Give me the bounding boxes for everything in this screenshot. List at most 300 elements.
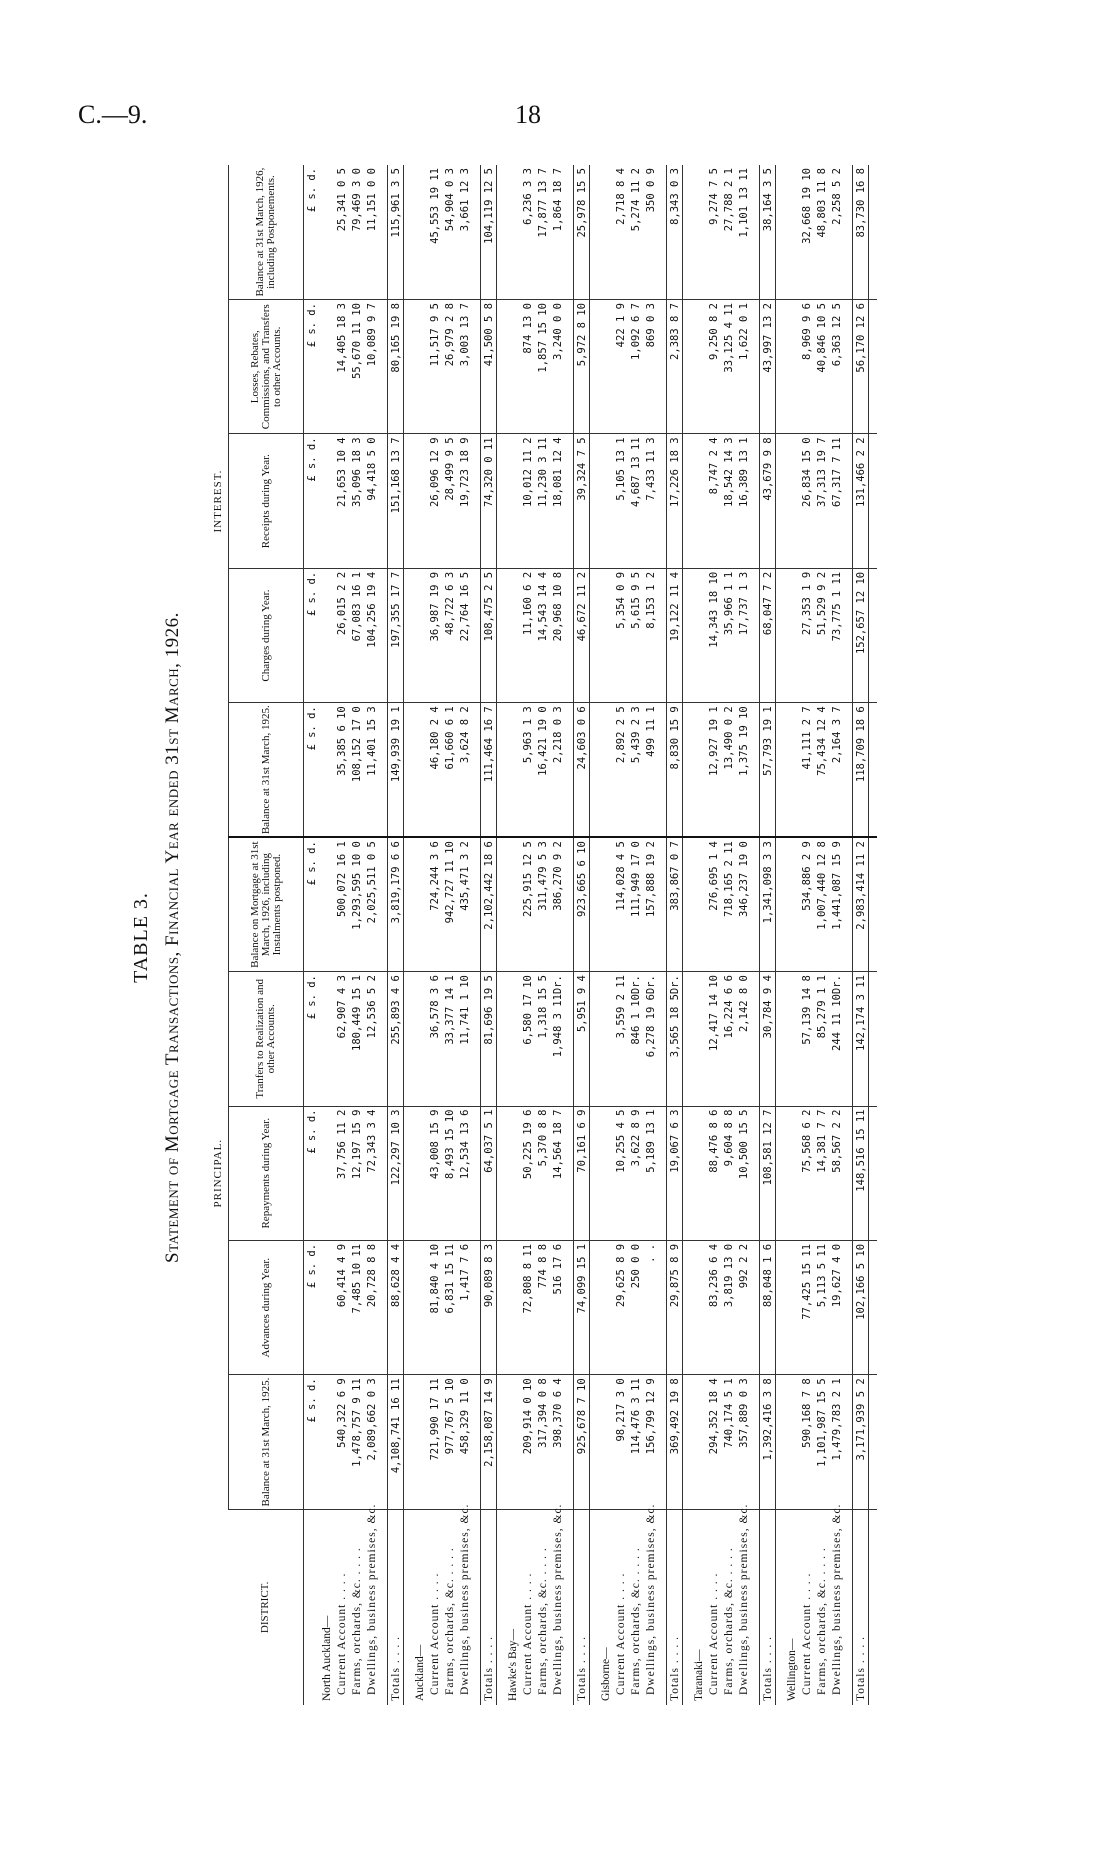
row-label: Dwellings, business premises, &c. — [830, 1503, 843, 1695]
value-cell: 869 0 3 — [643, 300, 658, 434]
empty-cell — [844, 434, 853, 568]
row-label: Farms, orchards, &c. . . . . — [815, 1547, 828, 1695]
value-cell: 28,499 9 5 — [442, 434, 457, 568]
empty-cell — [776, 972, 785, 1106]
empty-cell — [412, 434, 427, 568]
empty-cell — [319, 703, 334, 837]
table-row — [520, 165, 535, 1705]
value-cell: 7,433 11 3 — [643, 434, 658, 568]
district-name: Gisborne— — [599, 1647, 612, 1701]
value-cell: 114,028 4 5 — [613, 837, 628, 971]
empty-cell — [751, 568, 760, 702]
empty-cell — [412, 703, 427, 837]
empty-cell — [691, 568, 706, 702]
column-header: Advances during Year. — [229, 1240, 304, 1374]
table-row — [550, 165, 565, 1705]
value-cell: 45,553 19 11 — [427, 165, 442, 300]
total-cell: 74,320 0 11 — [481, 434, 497, 568]
empty-cell — [658, 1240, 667, 1374]
total-cell: 29,875 8 9 — [667, 1240, 683, 1374]
column-header: Charges during Year. — [229, 568, 304, 702]
district-name: North Auckland— — [320, 1615, 333, 1701]
value-cell: 12,417 14 10 — [706, 972, 721, 1106]
empty-cell — [598, 837, 613, 971]
empty-cell — [590, 837, 599, 971]
total-cell: 3,819,179 6 6 — [388, 837, 404, 971]
value-cell: 8,969 9 6 — [799, 300, 814, 434]
empty-cell — [565, 703, 574, 837]
value-cell: 8,747 2 4 — [706, 434, 721, 568]
empty-cell — [379, 434, 388, 568]
empty-cell — [497, 703, 506, 837]
value-cell: 26,979 2 8 — [442, 300, 457, 434]
total-cell: 2,102,442 18 6 — [481, 837, 497, 971]
value-cell: 12,927 19 1 — [706, 703, 721, 837]
value-cell: 11,151 0 0 — [364, 165, 379, 300]
value-cell: 5,354 0 9 — [613, 568, 628, 702]
empty-cell — [379, 568, 388, 702]
value-cell: 37,313 19 7 — [814, 434, 829, 568]
row-label: Dwellings, business premises, &c. — [458, 1503, 471, 1695]
spacer-row — [683, 165, 692, 1705]
empty-cell — [404, 1240, 413, 1374]
value-cell: 22,764 16 5 — [457, 568, 472, 702]
spacer-row — [776, 165, 785, 1705]
empty-cell — [472, 972, 481, 1106]
empty-cell — [751, 1509, 760, 1705]
value-cell: 43,008 15 9 — [427, 1106, 442, 1240]
value-cell: 11,230 3 11 — [535, 434, 550, 568]
empty-cell — [844, 972, 853, 1106]
value-cell: 9,250 8 2 — [706, 300, 721, 434]
empty-cell — [691, 1240, 706, 1374]
row-label: Current Account . . . . — [614, 1572, 627, 1695]
totals-row — [388, 165, 404, 1705]
value-cell: 311,479 5 3 — [535, 837, 550, 971]
total-cell: 41,500 5 8 — [481, 300, 497, 434]
empty-cell — [590, 1106, 599, 1240]
empty-cell — [497, 300, 506, 434]
empty-cell — [658, 1509, 667, 1705]
district-name-row — [319, 165, 334, 1705]
empty-cell — [497, 1106, 506, 1240]
total-cell: 4,108,741 16 11 — [388, 1375, 404, 1509]
total-cell: 152,657 12 10 — [853, 568, 869, 702]
value-cell: 75,434 12 4 — [814, 703, 829, 837]
total-cell: 39,324 7 5 — [574, 434, 590, 568]
total-cell: 118,709 18 6 — [853, 703, 869, 837]
empty-cell — [776, 837, 785, 971]
value-cell: 14,543 14 4 — [535, 568, 550, 702]
empty-cell — [683, 568, 692, 702]
empty-cell — [784, 434, 799, 568]
spacer-row — [590, 165, 599, 1705]
value-cell: 36,578 3 6 — [427, 972, 442, 1106]
value-cell: 50,225 19 6 — [520, 1106, 535, 1240]
table-row — [613, 165, 628, 1705]
value-cell: 51,529 9 2 — [814, 568, 829, 702]
empty-cell — [691, 972, 706, 1106]
empty-cell — [784, 703, 799, 837]
total-cell: 3,565 18 5Dr. — [667, 972, 683, 1106]
table-row — [442, 165, 457, 1705]
district-name-row — [505, 165, 520, 1705]
value-cell: 58,567 2 2 — [829, 1106, 844, 1240]
value-cell: 37,756 11 2 — [334, 1106, 349, 1240]
empty-cell — [784, 1240, 799, 1374]
empty-cell — [598, 703, 613, 837]
empty-cell — [379, 1106, 388, 1240]
totals-row — [667, 165, 683, 1705]
row-label: Dwellings, business premises, &c. — [737, 1503, 750, 1695]
value-cell: 1,375 19 10 — [736, 703, 751, 837]
empty-cell — [404, 1375, 413, 1509]
value-cell: 33,377 14 1 — [442, 972, 457, 1106]
value-cell: 1,101 13 11 — [736, 165, 751, 300]
empty-cell — [776, 703, 785, 837]
empty-cell — [751, 434, 760, 568]
empty-cell — [658, 300, 667, 434]
total-cell: 19,122 11 4 — [667, 568, 683, 702]
total-cell: 108,475 2 5 — [481, 568, 497, 702]
empty-cell — [505, 972, 520, 1106]
value-cell: 721,990 17 11 — [427, 1375, 442, 1509]
empty-cell — [497, 972, 506, 1106]
value-cell: 500,072 16 1 — [334, 837, 349, 971]
unit-cell: £ s. d. — [304, 568, 320, 702]
value-cell: 244 11 10Dr. — [829, 972, 844, 1106]
empty-cell — [497, 568, 506, 702]
empty-cell — [497, 837, 506, 971]
empty-cell — [404, 1509, 413, 1705]
value-cell: 1,293,595 10 0 — [349, 837, 364, 971]
empty-cell — [751, 1375, 760, 1509]
value-cell: 8,153 1 2 — [643, 568, 658, 702]
value-cell: 977,767 5 10 — [442, 1375, 457, 1509]
empty-cell — [319, 300, 334, 434]
value-cell: 3,622 8 9 — [628, 1106, 643, 1240]
row-label: Farms, orchards, &c. . . . . — [536, 1547, 549, 1695]
total-cell: 142,174 3 11 — [853, 972, 869, 1106]
empty-cell — [683, 1240, 692, 1374]
empty-cell — [598, 1375, 613, 1509]
empty-cell — [844, 1509, 853, 1705]
empty-cell — [565, 165, 574, 300]
empty-cell — [505, 1375, 520, 1509]
table-row — [364, 165, 379, 1705]
value-cell: 104,256 19 4 — [364, 568, 379, 702]
empty-cell — [751, 165, 760, 300]
table-row — [829, 165, 844, 1705]
empty-cell — [844, 703, 853, 837]
empty-cell — [412, 568, 427, 702]
empty-cell — [784, 1106, 799, 1240]
empty-cell — [565, 1375, 574, 1509]
totals-label: Totals . . . . — [667, 1509, 683, 1705]
value-cell: 516 17 6 — [550, 1240, 565, 1374]
value-cell: 35,966 1 1 — [721, 568, 736, 702]
value-cell: 57,139 14 8 — [799, 972, 814, 1106]
value-cell: 1,417 7 6 — [457, 1240, 472, 1374]
value-cell: 9,274 7 5 — [706, 165, 721, 300]
value-cell: 11,741 1 10 — [457, 972, 472, 1106]
empty-cell — [683, 1106, 692, 1240]
value-cell: 5,370 8 8 — [535, 1106, 550, 1240]
empty-cell — [751, 837, 760, 971]
empty-cell — [691, 165, 706, 300]
unit-cell: £ s. d. — [304, 1240, 320, 1374]
value-cell: 10,089 9 7 — [364, 300, 379, 434]
value-cell: 67,317 7 11 — [829, 434, 844, 568]
total-cell: 43,997 13 2 — [760, 300, 776, 434]
totals-label: Totals . . . . — [388, 1509, 404, 1705]
value-cell: 48,803 11 8 — [814, 165, 829, 300]
empty-cell — [505, 568, 520, 702]
table-number: TABLE 3. — [130, 892, 152, 983]
value-cell: 12,197 15 9 — [349, 1106, 364, 1240]
value-cell: 12,536 5 2 — [364, 972, 379, 1106]
value-cell: 18,081 12 4 — [550, 434, 565, 568]
value-cell: 35,385 6 10 — [334, 703, 349, 837]
empty-cell — [505, 837, 520, 971]
empty-cell — [590, 434, 599, 568]
empty-cell — [751, 703, 760, 837]
value-cell: 41,111 2 7 — [799, 703, 814, 837]
empty-cell — [691, 837, 706, 971]
empty-cell — [404, 1106, 413, 1240]
total-cell: 111,464 16 7 — [481, 703, 497, 837]
column-header: Balance on Mortgage at 31st March, 1926, including Instalments postponed. — [229, 837, 304, 971]
rotated-table-area — [110, 145, 1010, 1730]
empty-cell — [784, 837, 799, 971]
total-cell: 131,466 2 2 — [853, 434, 869, 568]
value-cell: 21,653 10 4 — [334, 434, 349, 568]
empty-cell — [565, 1106, 574, 1240]
empty-cell — [776, 568, 785, 702]
empty-cell — [590, 972, 599, 1106]
row-label: Current Account . . . . — [707, 1572, 720, 1695]
empty-cell — [869, 972, 878, 1106]
empty-cell — [751, 1240, 760, 1374]
empty-cell — [505, 1106, 520, 1240]
empty-cell — [658, 837, 667, 971]
value-cell: 48,722 6 3 — [442, 568, 457, 702]
value-cell: 46,180 2 4 — [427, 703, 442, 837]
value-cell: 27,788 2 1 — [721, 165, 736, 300]
empty-cell — [784, 568, 799, 702]
value-cell: 5,963 1 3 — [520, 703, 535, 837]
value-cell: 724,244 3 6 — [427, 837, 442, 971]
row-label: Farms, orchards, &c. . . . . — [350, 1547, 363, 1695]
total-cell: 46,672 11 2 — [574, 568, 590, 702]
total-cell: 19,067 6 3 — [667, 1106, 683, 1240]
value-cell: 5,105 13 1 — [613, 434, 628, 568]
empty-cell — [472, 300, 481, 434]
empty-cell — [319, 972, 334, 1106]
value-cell: 2,218 0 3 — [550, 703, 565, 837]
spacer-row — [379, 165, 388, 1705]
spacer — [304, 1509, 320, 1705]
value-cell: 20,968 10 8 — [550, 568, 565, 702]
row-label: Farms, orchards, &c. . . . . — [722, 1547, 735, 1695]
total-cell: 83,730 16 8 — [853, 165, 869, 300]
value-cell: 422 1 9 — [613, 300, 628, 434]
total-cell: 149,939 19 1 — [388, 703, 404, 837]
value-cell: 13,490 0 2 — [721, 703, 736, 837]
column-header: Balance at 31st March, 1925. — [229, 703, 304, 837]
value-cell: 94,418 5 0 — [364, 434, 379, 568]
totals-label: Totals . . . . — [760, 1509, 776, 1705]
value-cell: 88,476 8 6 — [706, 1106, 721, 1240]
empty-cell — [658, 703, 667, 837]
value-cell: 83,236 6 4 — [706, 1240, 721, 1374]
value-cell: 17,737 1 3 — [736, 568, 751, 702]
total-cell: 17,226 18 3 — [667, 434, 683, 568]
spacer-row — [472, 165, 481, 1705]
value-cell: 1,948 3 11Dr. — [550, 972, 565, 1106]
value-cell: 72,808 8 11 — [520, 1240, 535, 1374]
empty-cell — [751, 1106, 760, 1240]
empty-cell — [869, 1375, 878, 1509]
table-row — [814, 165, 829, 1705]
value-cell: 72,343 3 4 — [364, 1106, 379, 1240]
empty-cell — [590, 1240, 599, 1374]
total-cell: 24,603 0 6 — [574, 703, 590, 837]
empty-cell — [472, 165, 481, 300]
district-name: Wellington— — [785, 1638, 798, 1701]
total-cell: 255,893 4 6 — [388, 972, 404, 1106]
unit-cell: £ s. d. — [304, 972, 320, 1106]
empty-cell — [683, 300, 692, 434]
column-header: Balance at 31st March, 1925. — [229, 1375, 304, 1509]
empty-cell — [844, 1240, 853, 1374]
value-cell: 10,255 4 5 — [613, 1106, 628, 1240]
empty-cell — [497, 1509, 506, 1705]
empty-cell — [751, 300, 760, 434]
value-cell: 1,622 0 1 — [736, 300, 751, 434]
value-cell: 1,101,987 15 5 — [814, 1375, 829, 1509]
column-header: Tranfers to Realization and other Accounts. — [229, 972, 304, 1106]
total-cell: 5,972 8 10 — [574, 300, 590, 434]
empty-cell — [319, 568, 334, 702]
value-cell: 10,500 15 5 — [736, 1106, 751, 1240]
district-name-row — [784, 165, 799, 1705]
total-cell: 197,355 17 7 — [388, 568, 404, 702]
empty-cell — [776, 300, 785, 434]
total-cell: 1,341,098 3 3 — [760, 837, 776, 971]
empty-cell — [379, 1375, 388, 1509]
value-cell: 20,728 8 8 — [364, 1240, 379, 1374]
table-row — [628, 165, 643, 1705]
empty-cell — [598, 1240, 613, 1374]
row-label: Current Account . . . . — [428, 1572, 441, 1695]
empty-cell — [565, 837, 574, 971]
empty-cell — [319, 837, 334, 971]
value-cell: 25,341 0 5 — [334, 165, 349, 300]
empty-cell — [784, 300, 799, 434]
spacer-row — [565, 165, 574, 1705]
empty-cell — [404, 568, 413, 702]
column-header: Balance at 31st March, 1926, including Postponements. — [229, 165, 304, 300]
column-header: Losses, Rebates, Commissions, and Transfers to other Accounts. — [229, 300, 304, 434]
table-row — [706, 165, 721, 1705]
value-cell: 7,485 10 11 — [349, 1240, 364, 1374]
empty-cell — [683, 1509, 692, 1705]
value-cell: 250 0 0 — [628, 1240, 643, 1374]
total-cell: 369,492 19 8 — [667, 1375, 683, 1509]
district-name: Auckland— — [413, 1644, 426, 1701]
empty-cell — [776, 434, 785, 568]
value-cell: 26,834 15 0 — [799, 434, 814, 568]
empty-cell — [869, 703, 878, 837]
total-cell: 122,297 10 3 — [388, 1106, 404, 1240]
table-row — [535, 165, 550, 1705]
value-cell: 18,542 14 3 — [721, 434, 736, 568]
empty-cell — [472, 568, 481, 702]
value-cell: 5,615 9 5 — [628, 568, 643, 702]
total-cell: 74,099 15 1 — [574, 1240, 590, 1374]
empty-cell — [472, 1509, 481, 1705]
empty-cell — [319, 1240, 334, 1374]
empty-cell — [404, 703, 413, 837]
value-cell: 9,604 8 8 — [721, 1106, 736, 1240]
value-cell: 180,449 15 1 — [349, 972, 364, 1106]
empty-cell — [844, 568, 853, 702]
value-cell: 398,370 6 4 — [550, 1375, 565, 1509]
row-label: Dwellings, business premises, &c. — [644, 1503, 657, 1695]
total-cell: 88,048 1 6 — [760, 1240, 776, 1374]
empty-cell — [590, 568, 599, 702]
value-cell: 14,343 18 10 — [706, 568, 721, 702]
empty-cell — [319, 1375, 334, 1509]
value-cell: 499 11 1 — [643, 703, 658, 837]
empty-cell — [598, 300, 613, 434]
empty-cell — [869, 568, 878, 702]
empty-cell — [683, 837, 692, 971]
totals-label: Totals . . . . — [853, 1509, 869, 1705]
empty-cell — [869, 1106, 878, 1240]
empty-cell — [505, 434, 520, 568]
empty-cell — [565, 568, 574, 702]
district-name: Taranaki— — [692, 1649, 705, 1701]
empty-cell — [590, 1509, 599, 1705]
total-cell: 148,516 15 11 — [853, 1106, 869, 1240]
row-label: Current Account . . . . — [335, 1572, 348, 1695]
empty-cell — [404, 300, 413, 434]
empty-cell — [784, 972, 799, 1106]
value-cell: 156,799 12 9 — [643, 1375, 658, 1509]
table-row — [643, 165, 658, 1705]
column-header: Receipts during Year. — [229, 434, 304, 568]
group-interest: INTEREST. — [208, 165, 229, 837]
value-cell: 590,168 7 8 — [799, 1375, 814, 1509]
empty-cell — [844, 165, 853, 300]
value-cell: 3,661 12 3 — [457, 165, 472, 300]
row-label: Current Account . . . . — [800, 1572, 813, 1695]
empty-cell — [691, 300, 706, 434]
total-cell: 70,161 6 9 — [574, 1106, 590, 1240]
value-cell: 276,695 1 4 — [706, 837, 721, 971]
empty-cell — [869, 1509, 878, 1705]
empty-cell — [505, 703, 520, 837]
total-cell: 2,158,087 14 9 — [481, 1375, 497, 1509]
total-cell: 108,581 12 7 — [760, 1106, 776, 1240]
empty-cell — [844, 837, 853, 971]
value-cell: 774 8 8 — [535, 1240, 550, 1374]
value-cell: 114,476 3 11 — [628, 1375, 643, 1509]
empty-cell — [505, 1240, 520, 1374]
value-cell: 1,441,087 15 9 — [829, 837, 844, 971]
